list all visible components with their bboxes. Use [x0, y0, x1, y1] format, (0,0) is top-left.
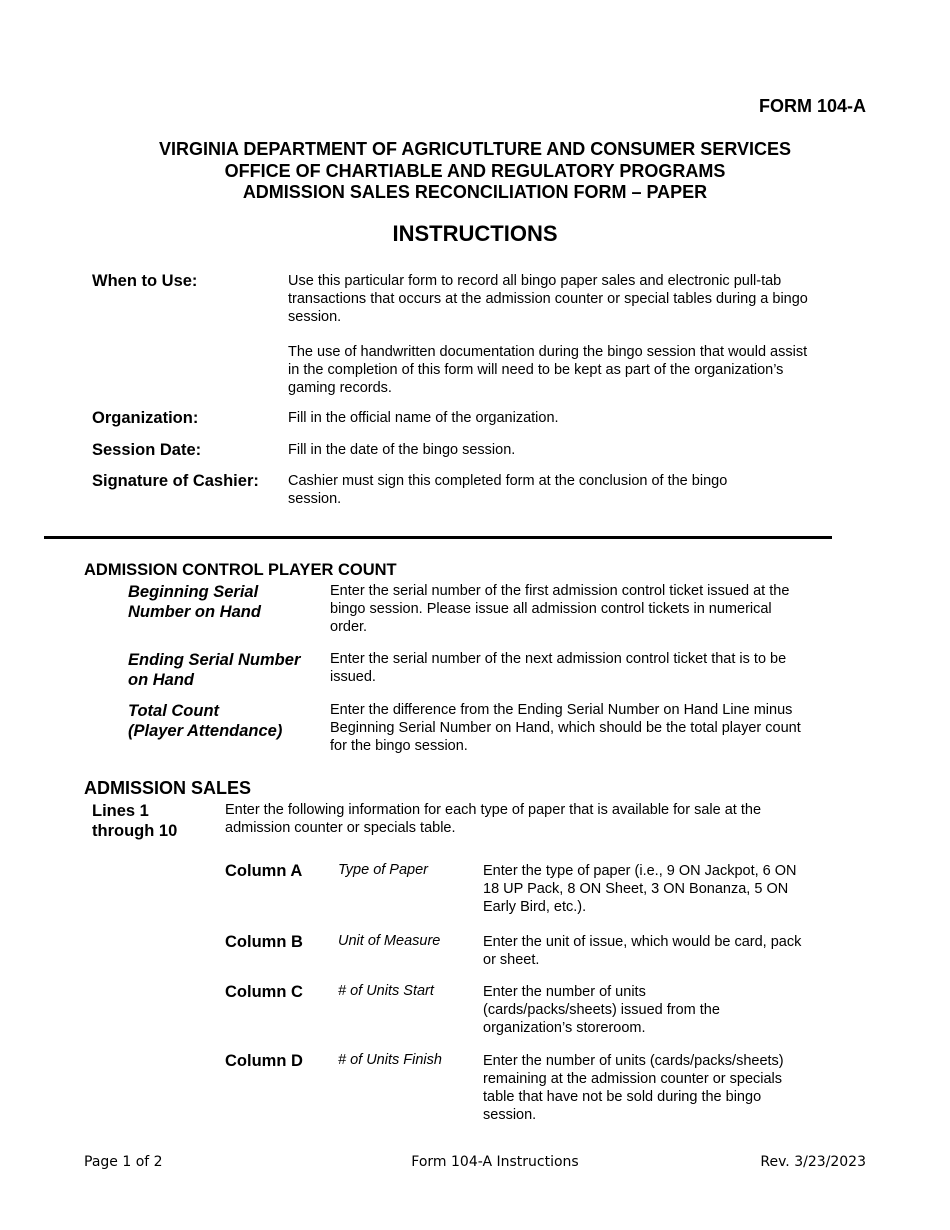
column-b-label: Column B [225, 933, 303, 951]
sales-heading: ADMISSION SALES [84, 778, 252, 798]
when-to-use-text: Use this particular form to record all bingo paper sales and electronic pull-tab transactions that occurs at the admission counter or special tables during a bingo session. [288, 273, 808, 325]
beginning-serial-label [128, 582, 261, 622]
lines-text: Enter the following information for each type of paper that is available for sale at the admission counter or specials table. [225, 802, 762, 836]
handwritten-note-text: The use of handwritten documentation during the bingo session that would assist in the completion of this form will need to be kept as part of the organization’s gaming records. [288, 344, 808, 396]
header-form-title: ADMISSION SALES RECONCILIATION FORM – PAPER [242, 182, 708, 202]
footer-page-number: Page 1 of 2 [84, 1154, 163, 1170]
column-c-text: Enter the number of units (cards/packs/sheets) issued from the organization’s storeroom. [483, 984, 720, 1036]
form-number: FORM 104-A [758, 96, 866, 116]
ending-serial-label [128, 650, 300, 690]
total-count-text: Enter the difference from the Ending Serial Number on Hand Line minus Beginning Serial Number on Hand, which should be the total player count for the bingo session. [330, 702, 801, 754]
column-d-name: # of Units Finish [338, 1052, 442, 1068]
beginning-serial-text: Enter the serial number of the first admission control ticket issued at the bingo session. Please issue all admission control tickets in numerical order. [330, 583, 790, 635]
lines-label-line1: Lines 1 [92, 802, 149, 820]
header-office: OFFICE OF CHARTIABLE AND REGULATORY PROGRAMS [224, 160, 726, 181]
column-d-text: Enter the number of units (cards/packs/sheets) remaining at the admission counter or specials table that have not be sold during the bingo session. [483, 1053, 784, 1123]
organization-text: Fill in the official name of the organization. [288, 410, 559, 426]
signature-label: Signature of Cashier: [92, 472, 259, 490]
column-a-name: Type of Paper [338, 862, 429, 878]
total-count-label [128, 701, 282, 741]
column-c-label: Column C [225, 983, 303, 1001]
ending-serial-label-line1: Ending Serial Number [128, 651, 301, 669]
control-heading: ADMISSION CONTROL PLAYER COUNT [84, 561, 397, 579]
column-a-text: Enter the type of paper (i.e., 9 ON Jackpot, 6 ON 18 UP Pack, 8 ON Sheet, 3 ON Bonanza, 5 ON Early Bird, etc.). [483, 863, 797, 915]
total-count-label-line1: Total Count [128, 702, 220, 720]
lines-label [92, 801, 177, 841]
when-to-use-label: When to Use: [92, 272, 198, 290]
organization-label: Organization: [92, 409, 199, 427]
total-count-label-line2: (Player Attendance) [128, 722, 283, 740]
column-b-text: Enter the unit of issue, which would be card, pack or sheet. [483, 934, 802, 968]
footer-form-name: Form 104-A Instructions [411, 1154, 579, 1170]
header-agency: VIRGINIA DEPARTMENT OF AGRICUTLTURE AND CONSUMER SERVICES [158, 139, 792, 159]
beginning-serial-label-line1: Beginning Serial [128, 583, 259, 601]
footer-revision: Rev. 3/23/2023 [760, 1154, 866, 1170]
ending-serial-text: Enter the serial number of the next admission control ticket that is to be issued. [330, 651, 787, 685]
column-a-label: Column A [225, 862, 303, 880]
beginning-serial-label-line2: Number on Hand [128, 603, 261, 621]
session-date-text: Fill in the date of the bingo session. [288, 442, 516, 458]
ending-serial-label-line2: on Hand [128, 671, 194, 689]
column-d-label: Column D [225, 1052, 303, 1070]
column-c-name: # of Units Start [338, 983, 434, 999]
page-title: INSTRUCTIONS [392, 221, 558, 246]
section-divider [44, 536, 832, 539]
lines-label-line2: through 10 [92, 822, 178, 840]
document-header [0, 139, 950, 204]
signature-text: Cashier must sign this completed form at the conclusion of the bingo session. [288, 473, 728, 507]
column-b-name: Unit of Measure [338, 933, 441, 949]
session-date-label: Session Date: [92, 441, 202, 459]
